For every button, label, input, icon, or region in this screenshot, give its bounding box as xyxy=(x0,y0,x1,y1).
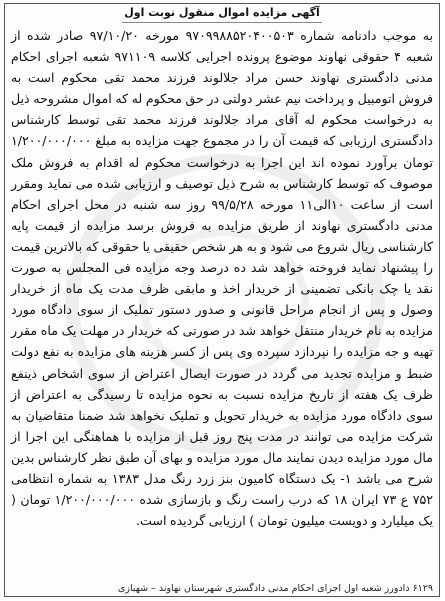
auction-notice xyxy=(4,3,440,597)
notice-title: آگهی مزایده اموال منقول نوبت اول xyxy=(122,4,322,23)
notice-body: به موجب دادنامه شماره ۹۷۰۹۹۸۸۵۲۰۴۰۰۵۰۳ مورخه ۹۷/۱۰/۲۰ صادر شده از شعبه ۴ حقوقی نهاوند موضوع پرونده اجرایی کلاسه ۹۷۱۱۰۹ شعبه اجرای احکام مدنی دادگستری نهاوند حسن مراد جلالوند فرزند محمد تقی محکوم است به فروش اتومبیل و پرداخت نیم عشر دولتی در حق محکوم له که اموال مشروحه ذیل به درخواست محکوم له آقای مراد جلالوند فرزند محمد تقی توسط کارشناس دادگستری ارزیابی که قیمت آن را در مجموع جهت مزایده به مبلغ ۱/۲۰۰/۰۰۰/۰۰۰ تومان برآورد نموده اند این اجرا به درخواست محکوم له اقدام به فروش ملک موصوف که توسط کارشناس به شرح ذیل توصیف و ارزیابی شده می نماید ومقرر است از ساعت ۱۰الی۱۱ مورخه ۹۹/۵/۲۸ روز سه شنبه در محل اجرای احکام مدنی دادگستری نهاوند از طریق مزایده به فروش برسد مزایده از قیمت پایه کارشناسی ریال شروع می شود و به هر شخص حقیقی یا حقوقی که بالاترین قیمت را پیشنهاد نماید فروخته خواهد شد ده درصد وجه مزایده فی المجلس به صورت نقد یا چک بانکی تضمینی از خریدار اخذ و مابقی ظرف مدت یک ماه از خریدار وصول و پس از انجام مراحل قانونی و صدور دستور تملیک از سوی دادگاه مورد مزایده به نام خریدار منتقل خواهد شد در صورتی که خریدار در مهلت یک ماه مقرر تهیه و جه مزایده را نپردازد سپرده وی پس از کسر هزینه های مزایده به نفع دولت ضبط و مزایده تجدید می گردد در صورت ایصال اعتراض از سوی اشخاص ذینفع ظرف یک هفته از تاریخ مزایده نسبت به نحوه مزایده تا رسیدگی به اعتراض از سوی دادگاه مورد مزایده به خریدار تحویل و تملیک نخواهد شد ضمنا متقاضیان به شرکت مزایده می توانند در مدت پنج روز قبل از مزایده با هماهنگی این اجرا از مال مورد مزایده دیدن نمایند مال مورد مزایده و بهای آن طبق نظر کارشناس بدین شرح می باشد ۱- یک دستگاه کامیون بنز زرد رنگ مدل ۱۳۸۳ به شماره انتظامی ۷۵۲ ع ۷۳ ایران ۱۸ که درب راست رنگ و بازسازی شده ۱/۲۰۰/۰۰۰/۰۰۰ تومان ( یک میلیارد و دویست میلیون تومان ) ارزیابی گردیده است. xyxy=(11,28,433,529)
notice-footer: ۶۱۲۹ دادورز شعبه اول اجرای احکام مدنی دادگستری شهرستان نهاوند – شهبازی xyxy=(117,583,433,594)
